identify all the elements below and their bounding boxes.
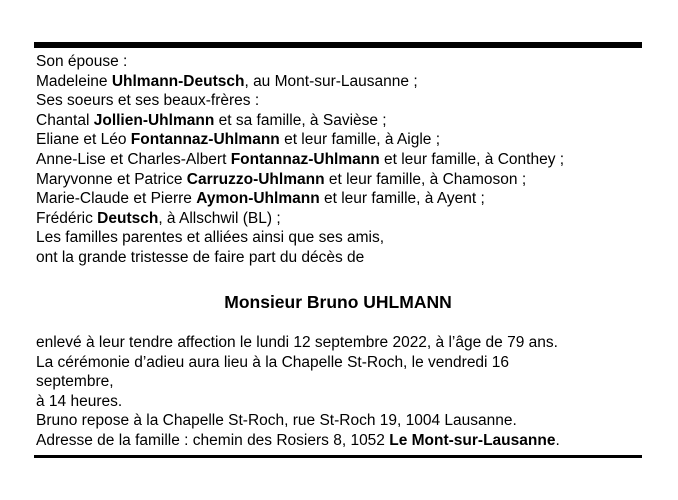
notice-line	[36, 91, 642, 111]
text-segment: Maryvonne et Patrice	[36, 170, 187, 188]
notice-line	[36, 392, 642, 412]
family-list	[34, 52, 642, 268]
notice-line	[36, 72, 642, 92]
text-segment: Adresse de la famille : chemin des Rosiers 8, 1052	[36, 431, 390, 449]
text-segment: et leur famille, à Ayent ;	[319, 190, 485, 208]
bold-name: Uhlmann-Deutsch	[111, 72, 245, 90]
text-segment: Chantal	[36, 111, 94, 129]
text-segment: , au Mont-sur-Lausanne ;	[244, 72, 418, 90]
text-segment: Bruno repose à la Chapelle St-Roch, rue St-Roch 19, 1004 Lausanne.	[36, 412, 517, 430]
top-rule	[34, 42, 642, 48]
text-segment: et leur famille, à Conthey ;	[379, 150, 565, 168]
notice-line	[36, 372, 642, 392]
text-segment: et leur famille, à Chamoson ;	[324, 170, 527, 188]
text-segment: .	[555, 431, 560, 449]
text-segment: Frédéric	[36, 209, 98, 227]
text-segment: La cérémonie d’adieu aura lieu à la Chapelle St-Roch, le vendredi 16	[36, 353, 510, 371]
notice-line	[36, 333, 642, 353]
ceremony-details	[36, 333, 642, 451]
notice-line	[36, 150, 642, 170]
text-segment: septembre,	[36, 373, 114, 391]
bold-name: Jollien-Uhlmann	[93, 111, 215, 129]
text-segment: à 14 heures.	[36, 392, 123, 410]
bold-name: Fontannaz-Uhlmann	[130, 131, 280, 149]
text-segment: Madeleine	[36, 72, 112, 90]
text-segment: ont la grande tristesse de faire part du décès de	[36, 248, 365, 266]
bold-name: Deutsch	[97, 209, 159, 227]
text-segment: Ses soeurs et ses beaux-frères :	[36, 92, 260, 110]
notice-line	[36, 228, 642, 248]
notice-line	[36, 111, 642, 131]
text-segment: , à Allschwil (BL) ;	[158, 209, 281, 227]
text-segment: Anne-Lise et Charles-Albert	[36, 150, 231, 168]
text-segment: et leur famille, à Aigle ;	[279, 131, 441, 149]
text-segment: Les familles parentes et alliées ainsi que ses amis,	[36, 229, 385, 247]
notice-line	[36, 130, 642, 150]
bottom-rule	[34, 455, 642, 458]
notice-line	[36, 411, 642, 431]
notice-line	[36, 209, 642, 229]
notice-line	[36, 248, 642, 268]
death-notice	[34, 42, 642, 268]
bold-name: Le Mont-sur-Lausanne	[389, 431, 556, 449]
bold-name: Fontannaz-Uhlmann	[230, 150, 380, 168]
notice-line	[36, 52, 642, 72]
text-segment: Eliane et Léo	[36, 131, 131, 149]
notice-line	[36, 353, 642, 373]
text-segment: et sa famille, à Savièse ;	[214, 111, 387, 129]
bold-name: Aymon-Uhlmann	[196, 190, 320, 208]
deceased-name: Monsieur Bruno UHLMANN	[224, 292, 452, 312]
notice-line	[36, 170, 642, 190]
text-segment: Son épouse :	[36, 53, 128, 70]
text-segment: Marie-Claude et Pierre	[36, 190, 197, 208]
bold-name: Carruzzo-Uhlmann	[186, 170, 325, 188]
notice-line	[36, 189, 642, 209]
notice-line	[36, 431, 642, 451]
text-segment: enlevé à leur tendre affection le lundi 12 septembre 2022, à l’âge de 79 ans.	[36, 334, 558, 351]
